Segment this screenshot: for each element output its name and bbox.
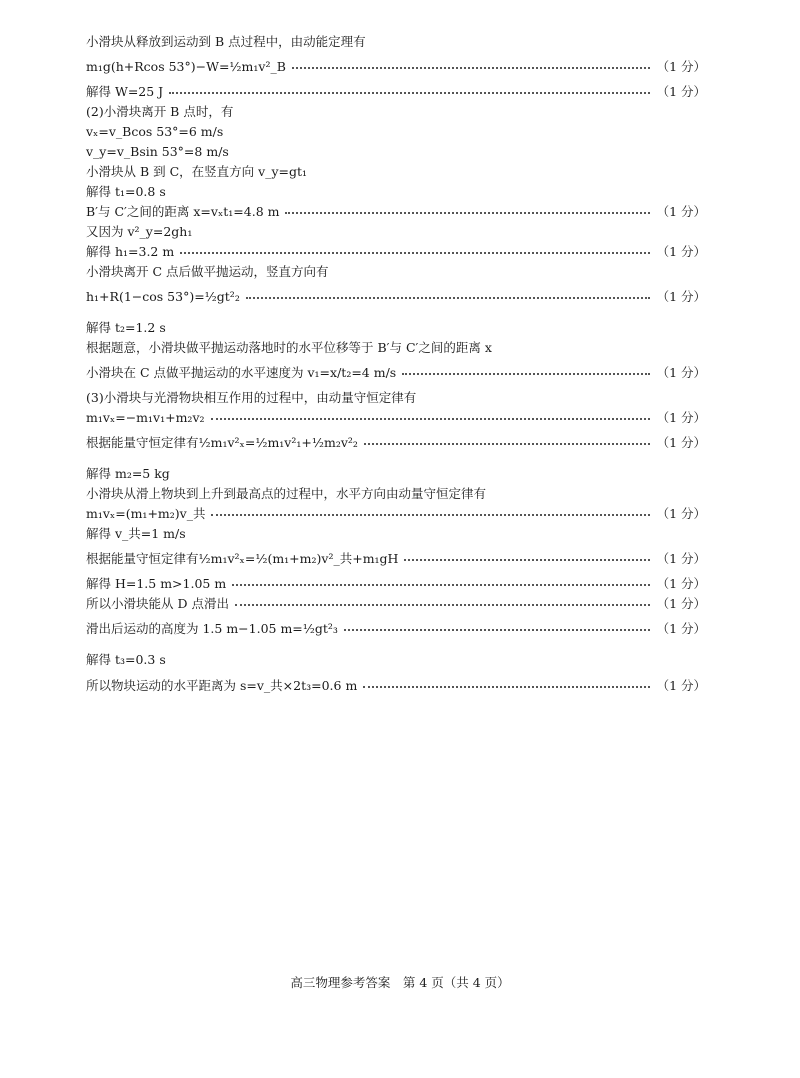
equation: 小滑块在 C 点做平抛运动的水平速度为 v₁=x/t₂=4 m/s	[86, 365, 397, 380]
dot-leader	[364, 443, 650, 445]
equation: m₁g(h+Rcos 53°)−W=½m₁v²_B	[86, 59, 286, 74]
equation: 滑出后运动的高度为 1.5 m−1.05 m=½gt²₃	[86, 621, 338, 636]
equation: 所以物块运动的水平距离为 s=v_共×2t₃=0.6 m	[86, 678, 358, 693]
page-footer: 高三物理参考答案 第 4 页（共 4 页）	[290, 975, 510, 990]
equation: h₁+R(1−cos 53°)=½gt²₂	[86, 289, 240, 304]
text-line: 解得 t₁=0.8 s	[86, 184, 166, 199]
equation: m₁vₓ=−m₁v₁+m₂v₂	[86, 410, 205, 425]
text-line: (3)小滑块与光滑物块相互作用的过程中，由动量守恒定律有	[86, 390, 417, 405]
dot-leader	[232, 584, 650, 586]
score-label: （1 分）	[656, 678, 706, 693]
dot-leader	[292, 67, 650, 69]
text-line: (2)小滑块离开 B 点时，有	[86, 104, 234, 119]
dot-leader	[285, 212, 650, 214]
dot-leader	[344, 629, 650, 631]
scored-line	[86, 676, 706, 696]
text-line: 小滑块从释放到运动到 B 点过程中，由动能定理有	[86, 34, 366, 49]
dot-leader	[363, 686, 650, 688]
text-line: 小滑块从滑上物块到上升到最高点的过程中，水平方向由动量守恒定律有	[86, 486, 487, 501]
score-label: （1 分）	[656, 506, 706, 521]
text-line: 解得 v_共=1 m/s	[86, 526, 186, 541]
equation: 根据能量守恒定律有½m₁v²ₓ=½m₁v²₁+½m₂v²₂	[86, 435, 358, 450]
scored-line	[86, 202, 706, 222]
dot-leader	[211, 418, 650, 420]
dot-leader	[402, 373, 650, 375]
text-line: vₓ=v_Bcos 53°=6 m/s	[86, 124, 224, 139]
equation: 所以小滑块能从 D 点滑出	[86, 596, 229, 611]
score-label: （1 分）	[656, 84, 706, 99]
equation: 解得 H=1.5 m>1.05 m	[86, 576, 227, 591]
dot-leader	[246, 297, 650, 299]
text-line: 解得 t₂=1.2 s	[86, 320, 166, 335]
scored-line	[86, 504, 706, 524]
score-label: （1 分）	[656, 576, 706, 591]
text-line: 解得 t₃=0.3 s	[86, 652, 166, 667]
equation: 解得 W=25 J	[86, 84, 164, 99]
score-label: （1 分）	[656, 410, 706, 425]
text-line: 小滑块从 B 到 C，在竖直方向 v_y=gt₁	[86, 164, 308, 179]
answer-body	[86, 32, 706, 696]
text-line: 解得 m₂=5 kg	[86, 466, 170, 481]
dot-leader	[404, 559, 650, 561]
equation: m₁vₓ=(m₁+m₂)v_共	[86, 506, 206, 521]
text-line: 小滑块离开 C 点后做平抛运动，竖直方向有	[86, 264, 329, 279]
score-label: （1 分）	[656, 59, 706, 74]
scored-line	[86, 574, 706, 594]
score-label: （1 分）	[656, 244, 706, 259]
text-line: v_y=v_Bsin 53°=8 m/s	[86, 144, 229, 159]
score-label: （1 分）	[656, 289, 706, 304]
scored-line	[86, 52, 706, 82]
scored-line	[86, 594, 706, 614]
score-label: （1 分）	[656, 621, 706, 636]
scored-line	[86, 282, 706, 312]
dot-leader	[169, 92, 650, 94]
dot-leader	[180, 252, 650, 254]
scored-line	[86, 428, 706, 458]
scored-line	[86, 242, 706, 262]
scored-line	[86, 544, 706, 574]
text-line: 根据题意，小滑块做平抛运动落地时的水平位移等于 B′与 C′之间的距离 x	[86, 340, 492, 355]
score-label: （1 分）	[656, 435, 706, 450]
equation: 根据能量守恒定律有½m₁v²ₓ=½(m₁+m₂)v²_共+m₁gH	[86, 551, 399, 566]
scored-line	[86, 408, 706, 428]
equation: 解得 h₁=3.2 m	[86, 244, 175, 259]
equation: B′与 C′之间的距离 x=vₓt₁=4.8 m	[86, 204, 280, 219]
scored-line	[86, 358, 706, 388]
scored-line	[86, 82, 706, 102]
score-label: （1 分）	[656, 365, 706, 380]
text-line: 又因为 v²_y=2gh₁	[86, 224, 193, 239]
score-label: （1 分）	[656, 204, 706, 219]
dot-leader	[211, 514, 650, 516]
scored-line	[86, 614, 706, 644]
dot-leader	[235, 604, 650, 606]
score-label: （1 分）	[656, 551, 706, 566]
score-label: （1 分）	[656, 596, 706, 611]
